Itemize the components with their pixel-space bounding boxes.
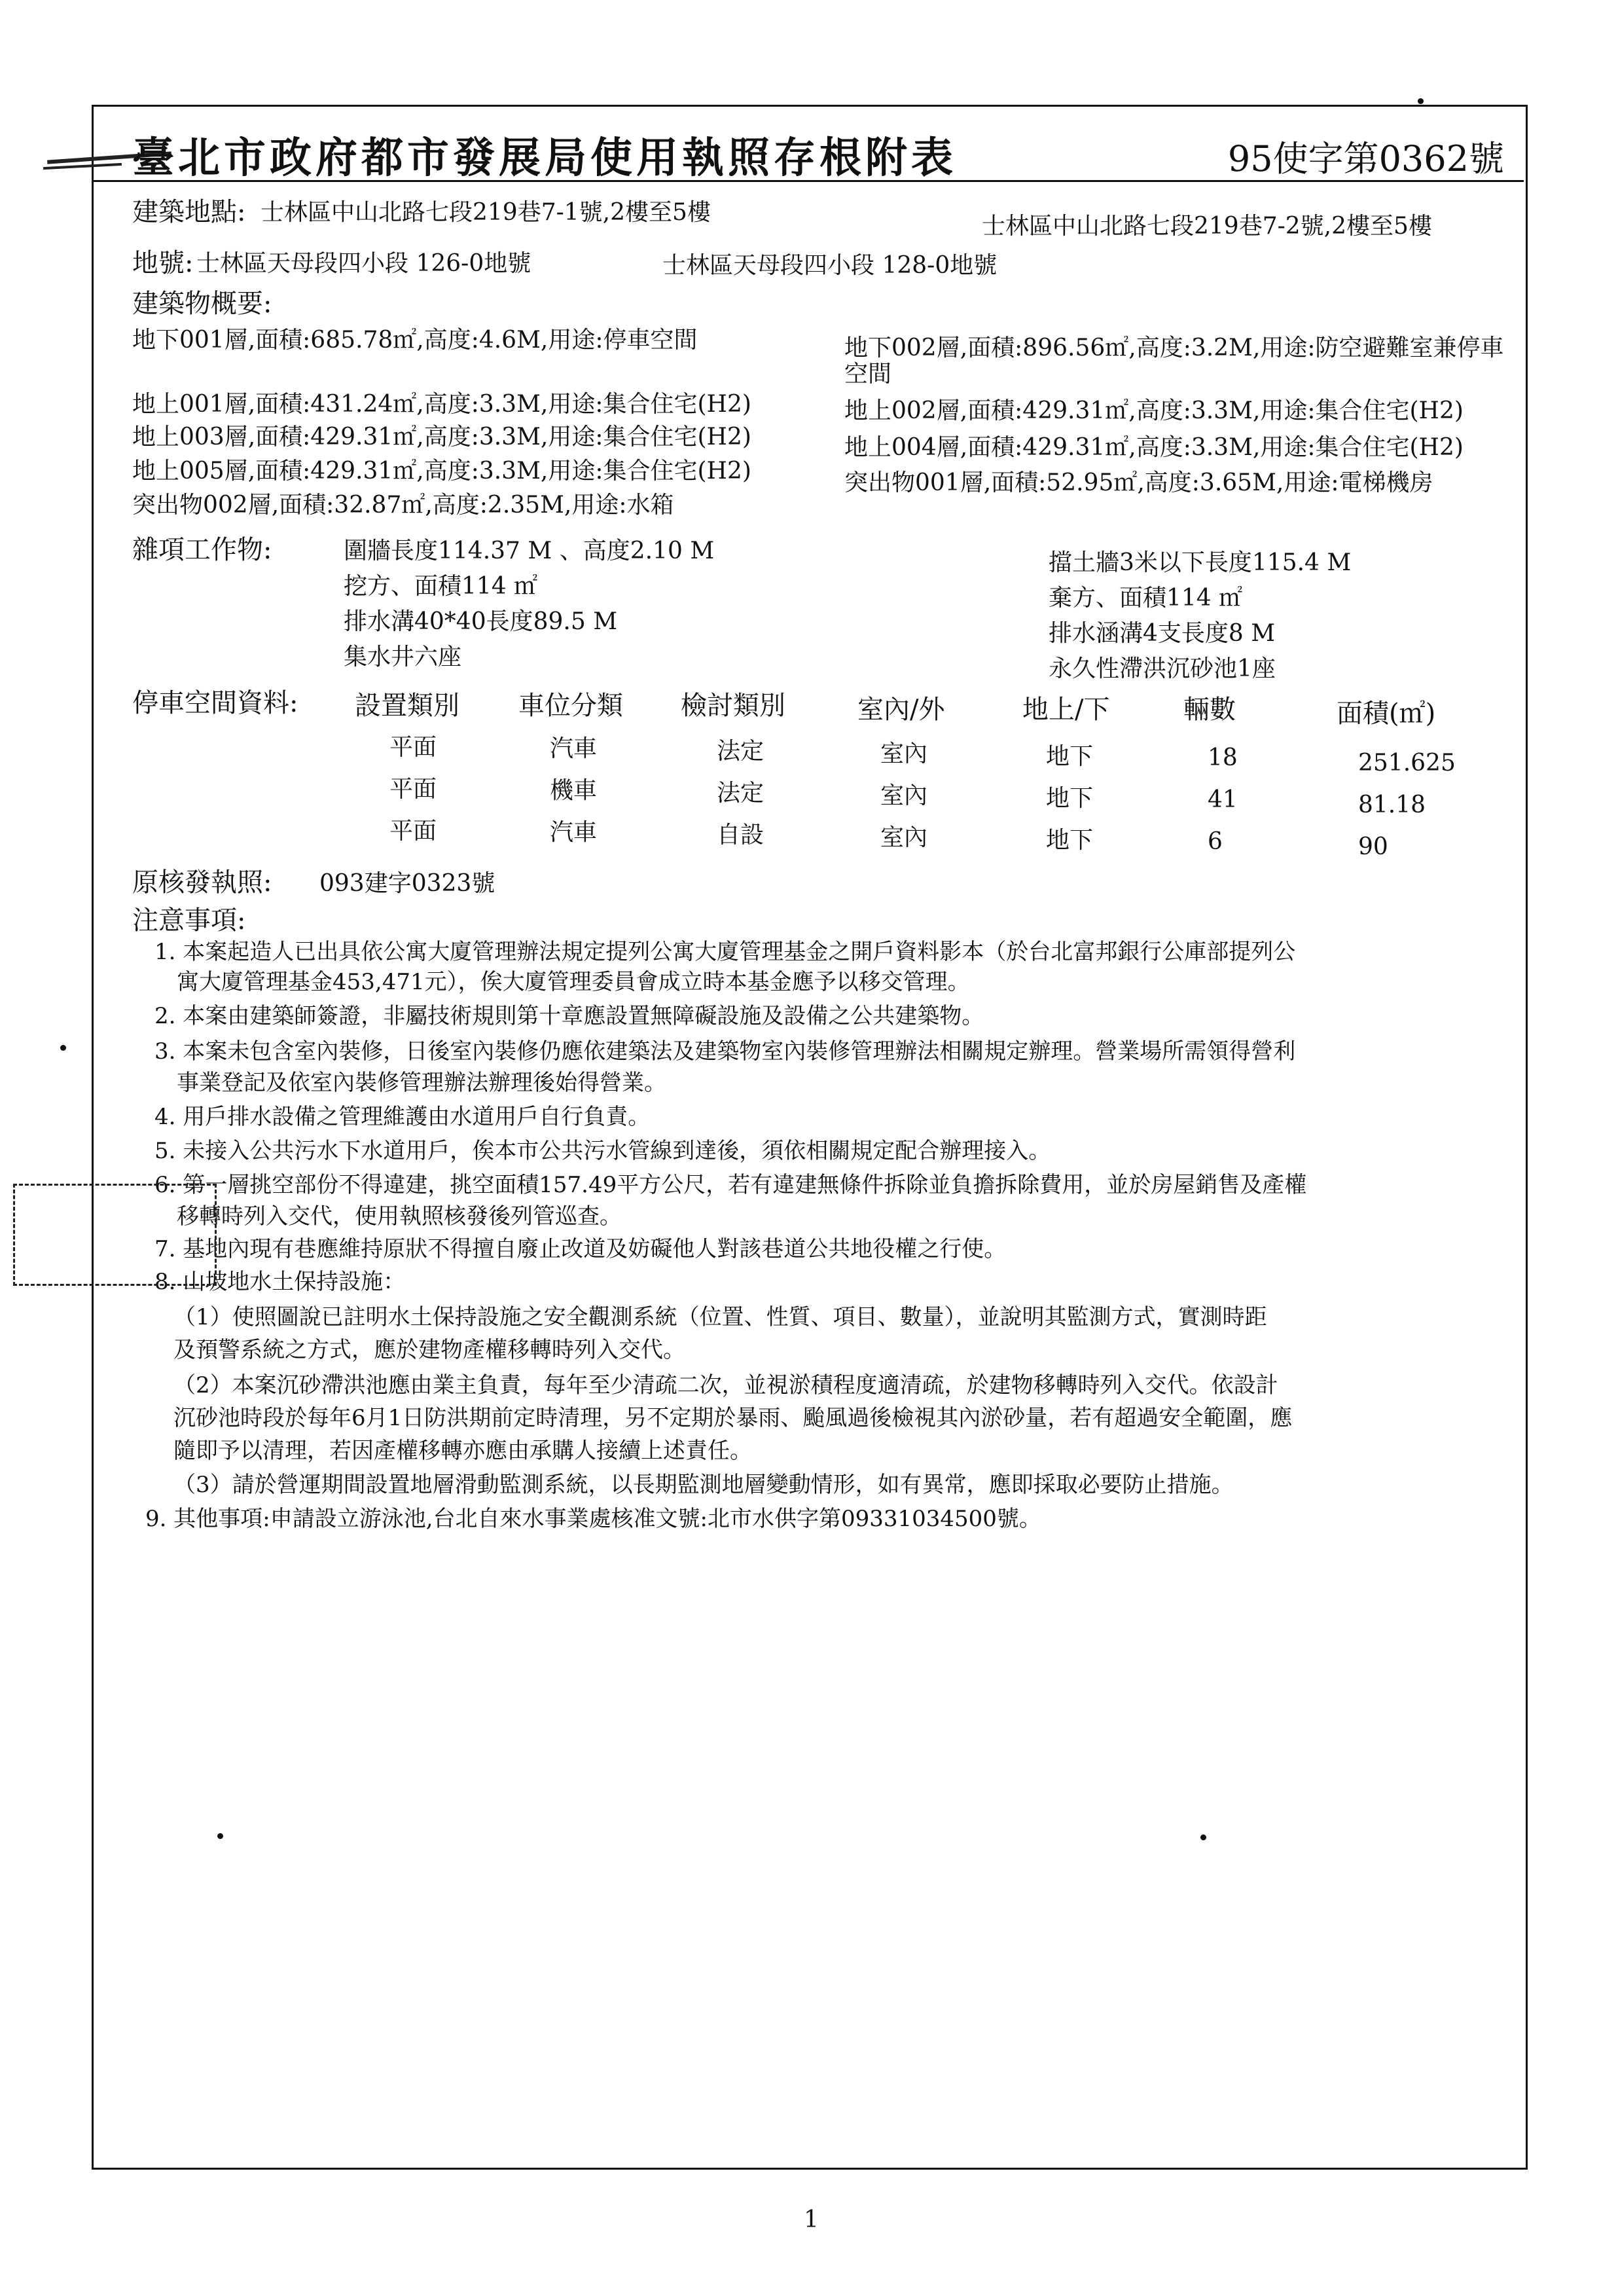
note-line: 沉砂池時段於每年6月1日防洪期前定時清理，另不定期於暴雨、颱風過後檢視其內淤砂量，若有超過安全範圍，應	[173, 1405, 1293, 1431]
parking-cell: 法定	[717, 738, 764, 765]
parking-cell: 平面	[389, 818, 437, 845]
parking-cell: 平面	[389, 734, 437, 761]
floor-item: 地上001層,面積:431.24㎡,高度:3.3M,用途:集合住宅(H2)	[132, 391, 751, 418]
parking-cell: 81.18	[1358, 792, 1426, 818]
parking-header: 面積(㎡)	[1337, 699, 1436, 729]
scan-speck	[217, 1833, 223, 1839]
parking-cell: 90	[1358, 833, 1388, 860]
parking-header: 檢討類別	[681, 691, 785, 721]
parking-cell: 地下	[1046, 743, 1094, 770]
lot-2: 士林區天母段四小段 128-0地號	[662, 252, 998, 279]
note-line: （1）使照圖說已註明水土保持設施之安全觀測系統（位置、性質、項目、數量），並說明其監測方式，實測時距	[173, 1304, 1267, 1330]
note-line: 7. 基地內現有巷應維持原狀不得擅自廢止改道及妨礙他人對該巷道公共地役權之行使。	[154, 1236, 1007, 1262]
note-line: 5. 未接入公共污水下水道用戶，俟本市公共污水管線到達後，須依相關規定配合辦理接入。	[154, 1138, 1051, 1164]
parking-header: 地上/下	[1022, 695, 1110, 725]
parking-cell: 汽車	[550, 819, 598, 846]
floor-item: 地下001層,面積:685.78㎡,高度:4.6M,用途:停車空間	[132, 327, 698, 354]
floor-item-continued: 空間	[844, 361, 892, 388]
official-seal-stamp	[13, 1184, 217, 1286]
misc-work-item: 棄方、面積114 ㎡	[1049, 585, 1243, 611]
parking-cell: 地下	[1046, 785, 1094, 812]
original-permit-label: 原核發執照:	[132, 867, 272, 898]
misc-work-item: 擋土牆3米以下長度115.4 M	[1049, 549, 1352, 576]
site-address-2: 士林區中山北路七段219巷7-2號,2樓至5樓	[982, 213, 1432, 240]
floor-item: 地上002層,面積:429.31㎡,高度:3.3M,用途:集合住宅(H2)	[844, 397, 1464, 424]
note-line: 6. 第一層挑空部份不得違建，挑空面積157.49平方公尺，若有違建無條件拆除並負擔拆除費用，並於房屋銷售及產權	[154, 1172, 1307, 1198]
misc-work-item: 排水涵溝4支長度8 M	[1049, 620, 1276, 647]
overview-label: 建築物概要:	[132, 289, 272, 319]
note-line: 1. 本案起造人已出具依公寓大廈管理辦法規定提列公寓大廈管理基金之開戶資料影本（於台北富邦銀行公庫部提列公	[154, 939, 1296, 965]
scan-speck	[1418, 98, 1424, 104]
scan-speck	[1200, 1834, 1206, 1840]
document-title: 臺北市政府都市發展局使用執照存根附表	[132, 134, 957, 183]
parking-header: 輛數	[1183, 695, 1236, 725]
parking-label: 停車空間資料:	[132, 688, 298, 718]
parking-header: 室內/外	[857, 695, 945, 725]
parking-cell: 機車	[550, 777, 598, 804]
parking-cell: 6	[1208, 828, 1223, 855]
parking-cell: 室內	[880, 740, 928, 767]
note-line: 3. 本案未包含室內裝修，日後室內裝修仍應依建築法及建築物室內裝修管理辦法相關規定辦理。營業場所需領得營利	[154, 1038, 1296, 1065]
title-row	[92, 105, 1524, 182]
parking-cell: 平面	[389, 776, 437, 803]
parking-cell: 室內	[880, 782, 928, 809]
note-line: 2. 本案由建築師簽證，非屬技術規則第十章應設置無障礙設施及設備之公共建築物。	[154, 1003, 984, 1029]
site-address-label: 建築地點:	[132, 197, 246, 227]
note-line: 8. 山坡地水土保持設施：	[154, 1269, 406, 1295]
floor-item: 突出物001層,面積:52.95㎡,高度:3.65M,用途:電梯機房	[844, 469, 1433, 496]
note-line: 寓大廈管理基金453,471元），俟大廈管理委員會成立時本基金應予以移交管理。	[177, 969, 970, 995]
parking-cell: 法定	[717, 780, 764, 807]
floor-item: 地上004層,面積:429.31㎡,高度:3.3M,用途:集合住宅(H2)	[844, 434, 1464, 461]
misc-works-label: 雜項工作物:	[132, 535, 272, 565]
parking-header: 設置類別	[355, 691, 459, 721]
note-line: （3）請於營運期間設置地層滑動監測系統，以長期監測地層變動情形，如有異常，應即採取必要防止措施。	[173, 1472, 1234, 1498]
misc-work-item: 永久性滯洪沉砂池1座	[1049, 655, 1276, 682]
original-permit-value: 093建字0323號	[319, 870, 495, 897]
note-line: 移轉時列入交代，使用執照核發後列管巡查。	[177, 1203, 622, 1230]
parking-cell: 汽車	[550, 735, 598, 762]
note-line: 4. 用戶排水設備之管理維護由水道用戶自行負責。	[154, 1104, 651, 1130]
page-number: 1	[804, 2206, 819, 2233]
misc-work-item: 集水井六座	[344, 644, 462, 670]
scan-speck	[60, 1045, 66, 1051]
misc-work-item: 圍牆長度114.37 M 、高度2.10 M	[344, 538, 715, 564]
parking-cell: 251.625	[1358, 750, 1456, 776]
note-line: 9. 其他事項:申請設立游泳池,台北自來水事業處核准文號:北市水供字第09331034500號。	[145, 1506, 1041, 1532]
floor-item: 地上003層,面積:429.31㎡,高度:3.3M,用途:集合住宅(H2)	[132, 424, 751, 450]
lot-1: 士林區天母段四小段 126-0地號	[196, 250, 531, 277]
parking-cell: 室內	[880, 824, 928, 851]
notes-label: 注意事項:	[132, 905, 246, 936]
floor-item: 地上005層,面積:429.31㎡,高度:3.3M,用途:集合住宅(H2)	[132, 458, 751, 484]
parking-cell: 41	[1208, 786, 1238, 813]
note-line: 事業登記及依室內裝修管理辦法辦理後始得營業。	[177, 1070, 666, 1096]
misc-work-item: 挖方、面積114 ㎡	[344, 573, 538, 600]
site-address-1: 士林區中山北路七段219巷7-1號,2樓至5樓	[261, 199, 711, 226]
parking-cell: 自設	[717, 822, 764, 848]
note-line: 及預警系統之方式，應於建物產權移轉時列入交代。	[173, 1337, 685, 1363]
note-line: 隨即予以清理，若因產權移轉亦應由承購人接續上述責任。	[173, 1438, 752, 1464]
parking-cell: 18	[1208, 744, 1238, 771]
permit-number: 95使字第0362號	[1227, 138, 1504, 179]
note-line: （2）本案沉砂滯洪池應由業主負責，每年至少清疏二次，並視淤積程度適清疏，於建物移轉時列入交代。依設計	[173, 1372, 1278, 1398]
floor-item: 突出物002層,面積:32.87㎡,高度:2.35M,用途:水箱	[132, 492, 674, 519]
parking-cell: 地下	[1046, 827, 1094, 854]
parking-header: 車位分類	[518, 691, 623, 721]
misc-work-item: 排水溝40*40長度89.5 M	[344, 608, 618, 635]
floor-item: 地下002層,面積:896.56㎡,高度:3.2M,用途:防空避難室兼停車	[844, 335, 1504, 361]
lot-label: 地號:	[132, 248, 194, 278]
